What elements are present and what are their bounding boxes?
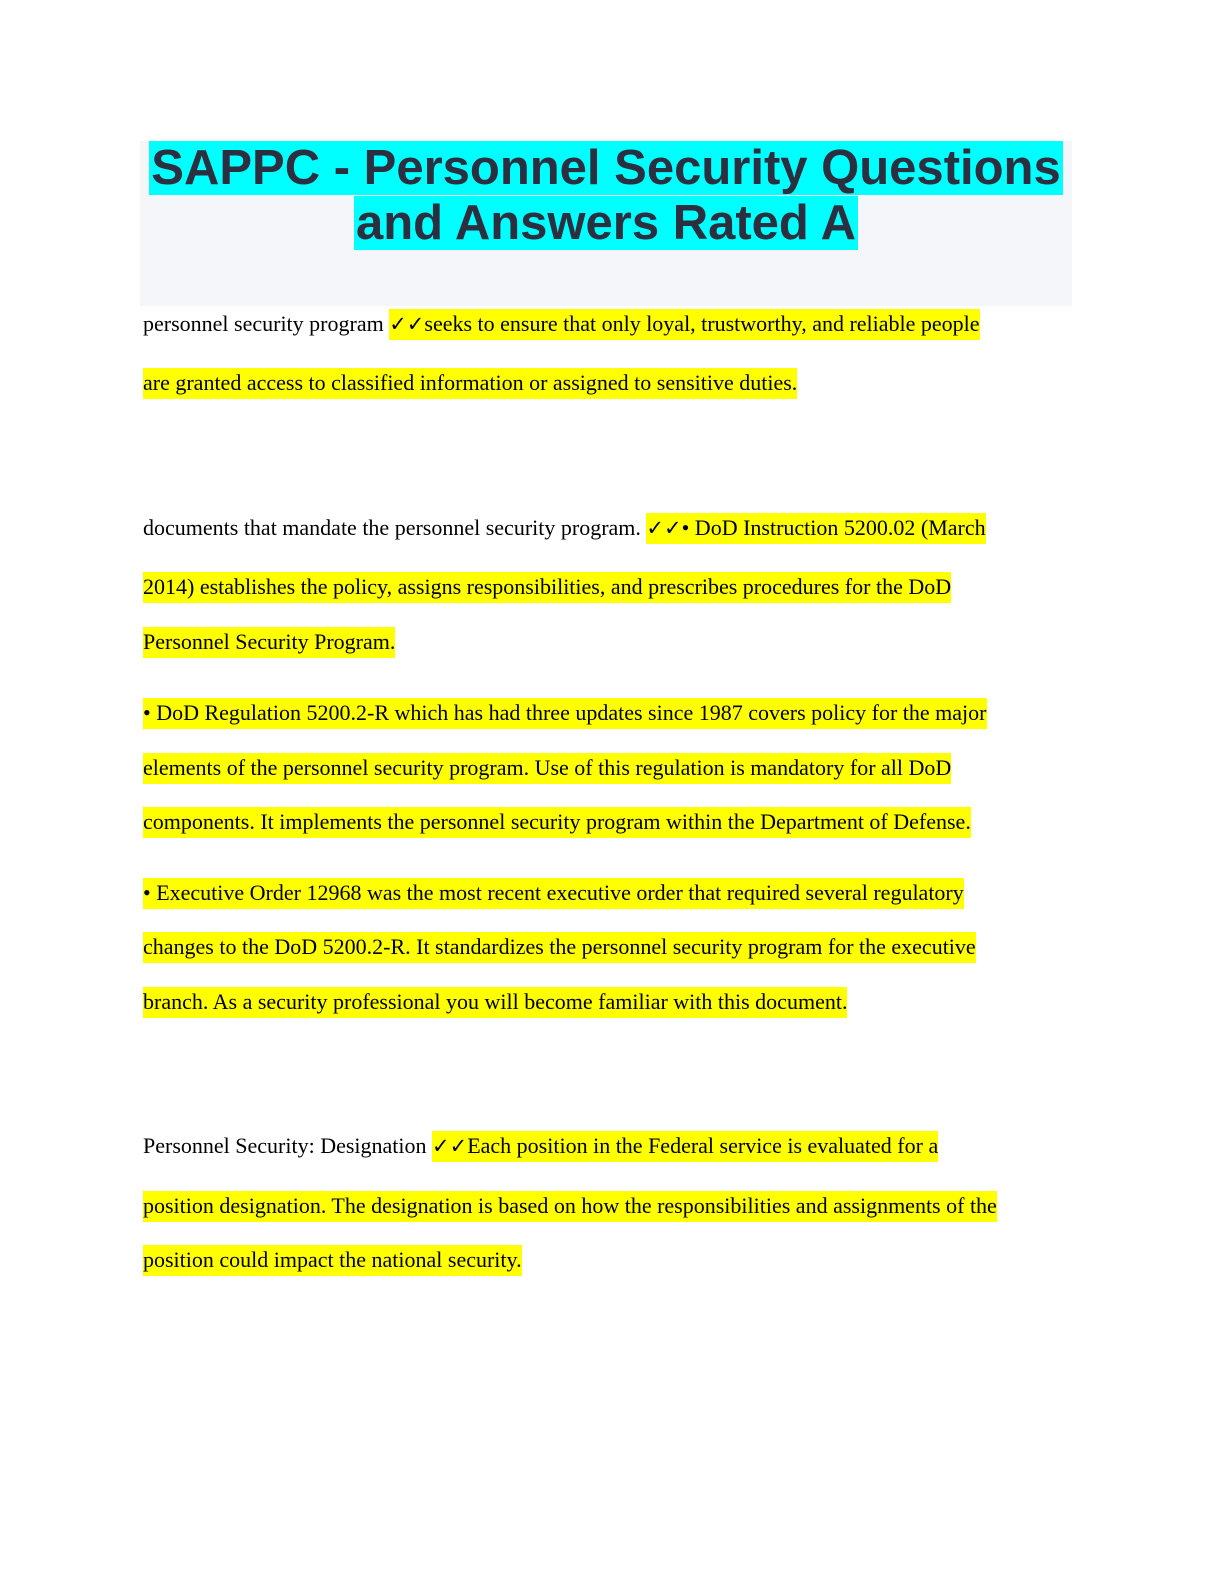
answer-text: position could impact the national security.	[143, 1245, 522, 1276]
answer-text: components. It implements the personnel security program within the Department of Defense.	[143, 807, 971, 838]
title-line-2: and Answers Rated A	[355, 196, 857, 250]
answer-text: Each position in the Federal service is evaluated for a	[467, 1133, 939, 1158]
qa-item-2-line-3	[143, 629, 395, 655]
qa-item-1-line-2	[143, 370, 797, 396]
qa-item-2-line-9	[143, 989, 847, 1015]
qa-item-2-line-7	[143, 880, 964, 906]
qa-item-2-line-6	[143, 809, 971, 835]
qa-item-2-line-2	[143, 574, 951, 600]
answer-text: Personnel Security Program.	[143, 627, 395, 658]
title-line-1: SAPPC - Personnel Security Questions	[151, 141, 1061, 195]
answer-text: branch. As a security professional you will become familiar with this document.	[143, 987, 847, 1018]
answer-text: • DoD Regulation 5200.2-R which has had three updates since 1987 covers policy for the major	[143, 698, 987, 729]
check-mark-icon: ✓✓	[389, 312, 425, 336]
question-term: Personnel Security: Designation	[143, 1133, 427, 1158]
qa-item-2-line-5	[143, 755, 951, 781]
qa-item-3-line-3	[143, 1247, 522, 1273]
question-term: personnel security program	[143, 311, 384, 336]
qa-item-2-line-8	[143, 934, 976, 960]
answer-text: • Executive Order 12968 was the most recent executive order that required several regulatory	[143, 878, 964, 909]
qa-item-2-line-1	[143, 515, 986, 541]
answer-text: seeks to ensure that only loyal, trustworthy, and reliable people	[424, 311, 980, 336]
check-mark-icon: ✓✓	[646, 516, 682, 540]
qa-item-1-line-1	[143, 311, 980, 337]
question-term: documents that mandate the personnel security program.	[143, 515, 641, 540]
answer-text: elements of the personnel security program. Use of this regulation is mandatory for all DoD	[143, 753, 951, 784]
answer-text: changes to the DoD 5200.2-R. It standardizes the personnel security program for the executive	[143, 932, 976, 963]
check-mark-icon: ✓✓	[432, 1134, 468, 1158]
answer-text: are granted access to classified information or assigned to sensitive duties.	[143, 368, 797, 399]
qa-item-3-line-1	[143, 1133, 938, 1159]
page-title	[140, 141, 1072, 251]
answer-text: • DoD Instruction 5200.02 (March	[681, 515, 986, 540]
answer-text: position designation. The designation is based on how the responsibilities and assignments of the	[143, 1191, 997, 1222]
qa-item-3-line-2	[143, 1193, 997, 1219]
answer-text: 2014) establishes the policy, assigns responsibilities, and prescribes procedures for the DoD	[143, 572, 951, 603]
qa-item-2-line-4	[143, 700, 987, 726]
